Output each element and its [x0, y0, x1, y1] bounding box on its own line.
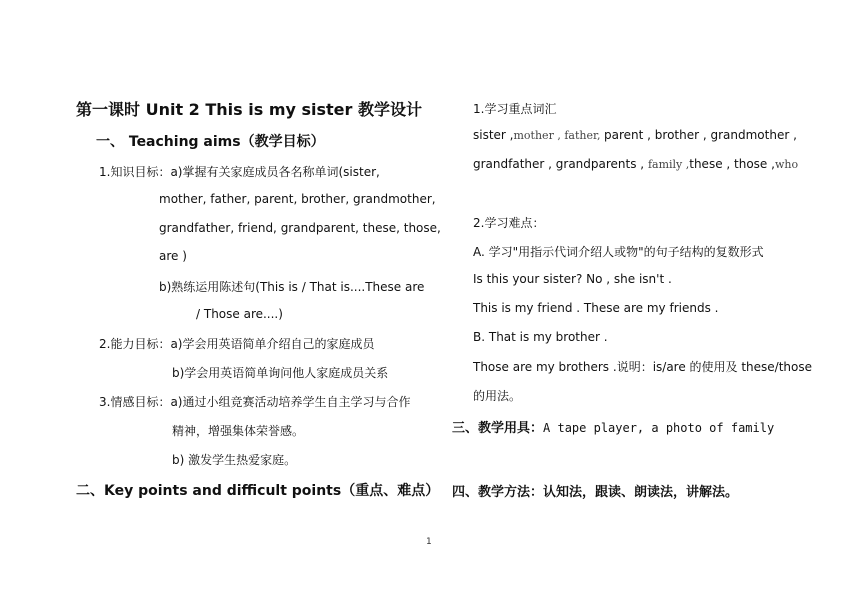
emotion-goal-b: b) 激发学生热爱家庭。: [172, 453, 297, 467]
page-number: 1: [426, 537, 432, 547]
difficulty-heading: 2.学习难点：: [473, 216, 545, 230]
section-heading-key-points: 二、Key points and difficult points（重点、难点）: [76, 483, 440, 499]
vocab-line-1: [473, 128, 797, 142]
emotion-goal-a-line-1: 3.情感目标：a)通过小组竞赛活动培养学生自主学习与合作: [99, 395, 411, 409]
document-title: 第一课时 Unit 2 This is my sister 教学设计: [76, 100, 422, 119]
emotion-goal-a-line-2: 精神，增强集体荣誉感。: [172, 424, 305, 438]
example-sentence-4: Those are my brothers .说明：is/are 的使用及 these/those: [473, 360, 813, 374]
vocab-word: sister ,: [473, 128, 514, 142]
vocab-word: these , those ,: [689, 157, 775, 171]
knowledge-goal-line-3: grandfather, friend, grandparent, these, those,: [159, 221, 441, 235]
teaching-tools-label: 三、教学用具：: [452, 421, 544, 436]
difficulty-a: A. 学习"用指示代词介绍人或物"的句子结构的复数形式: [473, 245, 764, 259]
vocab-word: grandfather , grandparents ,: [473, 157, 648, 171]
knowledge-goal-line-2: mother, father, parent, brother, grandmother,: [159, 192, 436, 206]
knowledge-goal-b-line-2: / Those are....): [196, 307, 283, 321]
knowledge-goal-b-line-1: b)熟练运用陈述句(This is / That is....These are: [159, 280, 425, 294]
knowledge-goal-line-1: 1.知识目标：a)掌握有关家庭成员各名称单词(sister,: [99, 165, 380, 179]
example-sentence-1: Is this your sister? No , she isn't .: [473, 272, 672, 286]
vocab-word: family ,: [647, 158, 690, 171]
ability-goal-b: b)学会用英语简单询问他人家庭成员关系: [172, 366, 389, 380]
vocab-word: who: [774, 158, 799, 171]
example-sentence-5: 的用法。: [473, 389, 522, 403]
vocab-word: mother , father,: [513, 129, 605, 142]
teaching-tools-value: A tape player, a photo of family: [543, 421, 775, 435]
example-sentence-3: B. That is my brother .: [473, 330, 608, 344]
ability-goal-a: 2.能力目标：a)学会用英语简单介绍自己的家庭成员: [99, 337, 375, 351]
section-heading-teaching-aims: 一、 Teaching aims（教学目标）: [96, 134, 325, 150]
vocab-line-2: [473, 157, 798, 171]
example-sentence-2: This is my friend . These are my friends .: [473, 301, 719, 315]
section-heading-teaching-methods: 四、教学方法：认知法，跟读、朗读法，讲解法。: [452, 485, 739, 500]
knowledge-goal-line-4: are ): [159, 249, 187, 263]
vocab-word: parent , brother , grandmother ,: [604, 128, 797, 142]
vocab-heading: 1.学习重点词汇: [473, 102, 557, 116]
section-heading-teaching-tools: [452, 417, 774, 436]
